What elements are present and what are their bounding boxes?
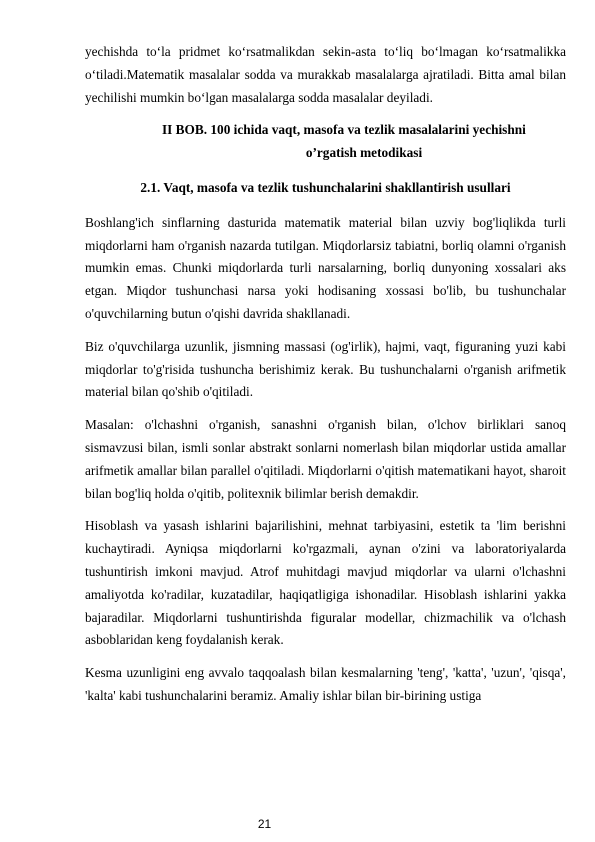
chapter-heading-line2: o’rgatish metodikasi: [305, 145, 423, 161]
lead-paragraph: yechishda to‘la pridmet ko‘rsatmalikdan sekin-asta to‘liq bo‘lmagan ko‘rsatmalikka o‘tiladi.Matematik masalalar sodda va murakkab masalalarga ajratiladi. Bitta amal bilan yechilishi mumkin bo‘lgan masalalarga sodda masalalar deyiladi.: [85, 44, 566, 105]
chapter-heading: [85, 119, 566, 165]
page-number: 21: [257, 817, 272, 831]
body-paragraph: Hisoblash va yasash ishlarini bajarilishini, mehnat tarbiyasini, estetik ta 'lim berishni kuchaytiradi. Ayniqsa miqdorlarni ko'rgazmali, aynan o'zini va laboratoriyalarda tushuntirish imkoni mavjud. Atrof muhitdagi mavjud miqdorlar va ularni o'lchashni amaliyotda ko'radilar, kuzatadilar, haqiqatligiga ishonadilar. Hisoblash ishlarini yakka bajaradilar. Miqdorlarni tushuntirishda figuralar modellar, chizmachilik va o'lchash asboblaridan keng foydalanish kerak.: [85, 518, 566, 648]
section-heading: 2.1. Vaqt, masofa va tezlik tushunchalarini shakllantirish usullari: [140, 179, 511, 195]
body-paragraph: Masalan: o'lchashni o'rganish, sanashni o'rganish bilan, o'lchov birliklari sanoq sismavzusi bilan, ismli sonlar abstrakt sonlarni nomerlash bilan miqdorlar ustida amallar arifmetik amallar bilan parallel o'qitiladi. Miqdorlarni o'qitish matematikani hayot, sharoit bilan bog'liq holda o'qitib, politexnik bilimlar berish demakdir.: [85, 417, 566, 501]
body-paragraph: Kesma uzunligini eng avvalo taqqoalash bilan kesmalarning 'teng', 'katta', 'uzun', 'qisqa', 'kalta' kabi tushunchalarini beramiz. Amaliy ishlar bilan bir-birining ustiga: [85, 665, 566, 703]
body-paragraph: Biz o'quvchilarga uzunlik, jismning massasi (og'irlik), hajmi, vaqt, figuraning yuzi kabi miqdorlar to'g'risida tushuncha berishimiz kerak. Bu tushunchalarni o'rganish arifmetik material bilan qo'shib o'qitiladi.: [85, 338, 566, 400]
chapter-heading-line1: II BOB. 100 ichida vaqt, masofa va tezlik masalalarini yechishni: [162, 122, 526, 138]
document-page: [85, 41, 566, 718]
body-paragraph: Boshlang'ich sinflarning dasturida matematik material bilan uzviy bog'liqlikda turli miqdorlarni ham o'rganish nazarda tutilgan. Miqdorlarsiz tabiatni, borliq olamni o'rganish mumkin emas. Chunki miqdorlarda turli narsalarning, borliq dunyoning xossalari aks etgan. Miqdor tushunchasi narsa yoki hodisaning xossasi bo'lib, bu tushunchalar o'quvchilarning butun o'qishi davrida shakllanadi.: [85, 214, 566, 321]
